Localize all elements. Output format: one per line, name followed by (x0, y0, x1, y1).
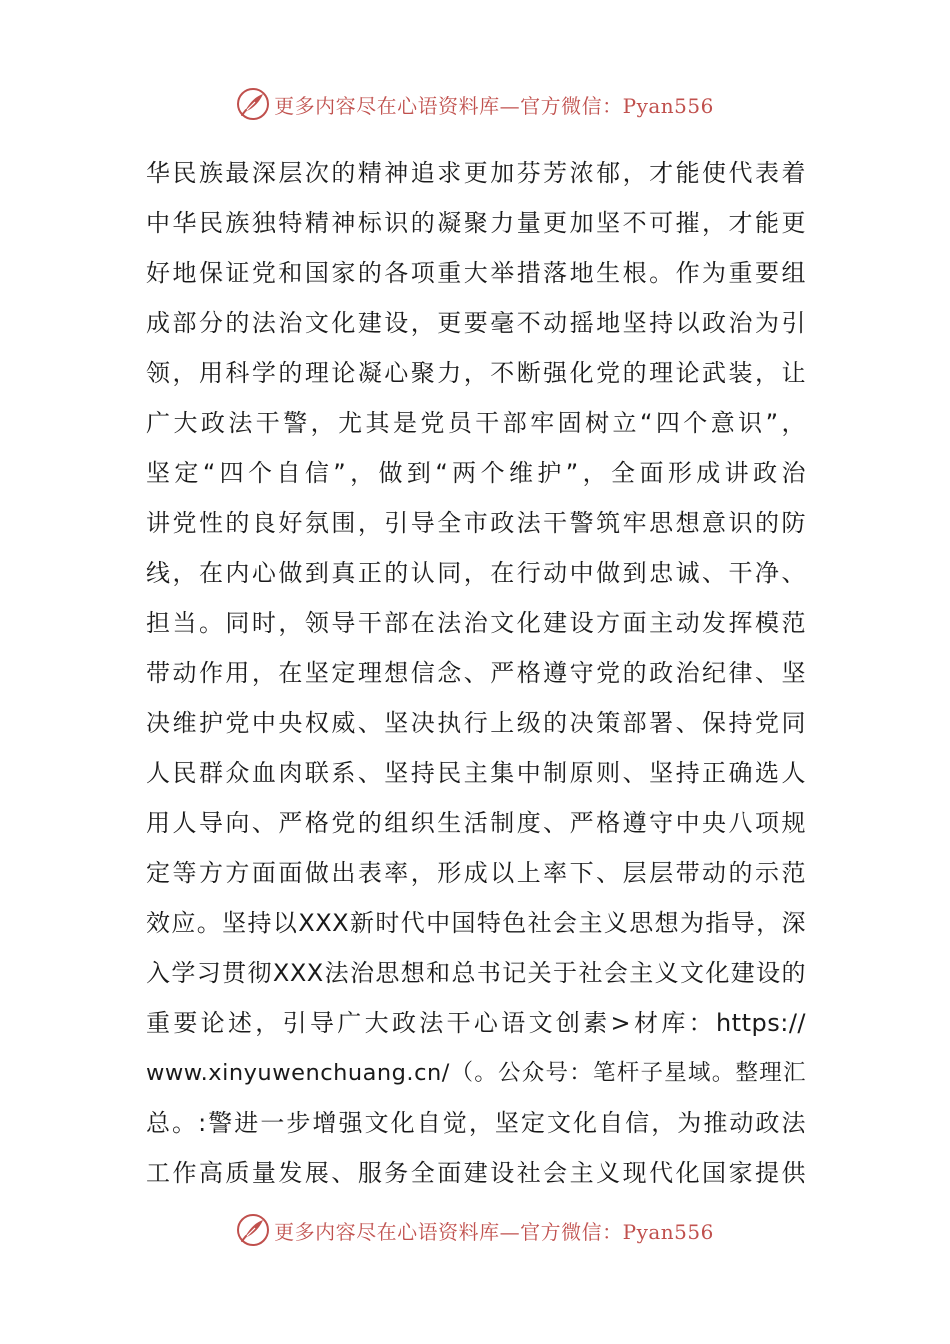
body-text (146, 148, 806, 1198)
text-line: 工作高质量发展、服务全面建设社会主义现代化国家提供 (146, 1159, 806, 1187)
text-line: 入学习贯彻XXX法治思想和总书记关于社会主义文化建设的 (146, 959, 806, 987)
text-line: 广大政法干警，尤其是党员干部牢固树立“四个意识”， (146, 409, 806, 437)
quill-pen-logo-icon (236, 1213, 270, 1247)
text-line: 讲党性的良好氛围，引导全市政法干警筑牢思想意识的防 (146, 509, 806, 537)
text-line: 中华民族独特精神标识的凝聚力量更加坚不可摧，才能更 (146, 209, 806, 237)
text-line: 带动作用，在坚定理想信念、严格遵守党的政治纪律、坚 (146, 659, 806, 687)
text-line: 担当。同时，领导干部在法治文化建设方面主动发挥模范 (146, 609, 806, 637)
text-line: 华民族最深层次的精神追求更加芬芳浓郁，才能使代表着 (146, 159, 806, 187)
text-line: 用人导向、严格党的组织生活制度、严格遵守中央八项规 (146, 809, 806, 837)
text-line: 线，在内心做到真正的认同，在行动中做到忠诚、干净、 (146, 559, 806, 587)
text-line: 成部分的法治文化建设，更要毫不动摇地坚持以政治为引 (146, 309, 806, 337)
text-line: 人民群众血肉联系、坚持民主集中制原则、坚持正确选人 (146, 759, 806, 787)
text-line: 领，用科学的理论凝心聚力，不断强化党的理论武装，让 (146, 359, 806, 387)
footer-banner (0, 1210, 950, 1250)
text-line: 决维护党中央权威、坚决执行上级的决策部署、保持党同 (146, 709, 806, 737)
quill-pen-logo-icon (236, 87, 270, 121)
text-line: 坚定“四个自信”，做到“两个维护”，全面形成讲政治 (146, 459, 806, 487)
text-line: 定等方方面面做出表率，形成以上率下、层层带动的示范 (146, 859, 806, 887)
text-line: www.xinyuwenchuang.cn/（。公众号：笔杆子星域。整理汇 (146, 1060, 806, 1086)
text-line: 效应。坚持以XXX新时代中国特色社会主义思想为指导，深 (146, 909, 806, 937)
footer-banner-text: 更多内容尽在心语资料库—官方微信：Pyan556 (274, 1219, 714, 1244)
text-line: 好地保证党和国家的各项重大举措落地生根。作为重要组 (146, 259, 806, 287)
text-line: 重要论述，引导广大政法干心语文创素>材库：https:// (146, 1009, 806, 1037)
header-banner (0, 84, 950, 124)
header-banner-text: 更多内容尽在心语资料库—官方微信：Pyan556 (274, 93, 714, 118)
text-line: 总。:警进一步增强文化自觉，坚定文化自信，为推动政法 (146, 1109, 806, 1137)
